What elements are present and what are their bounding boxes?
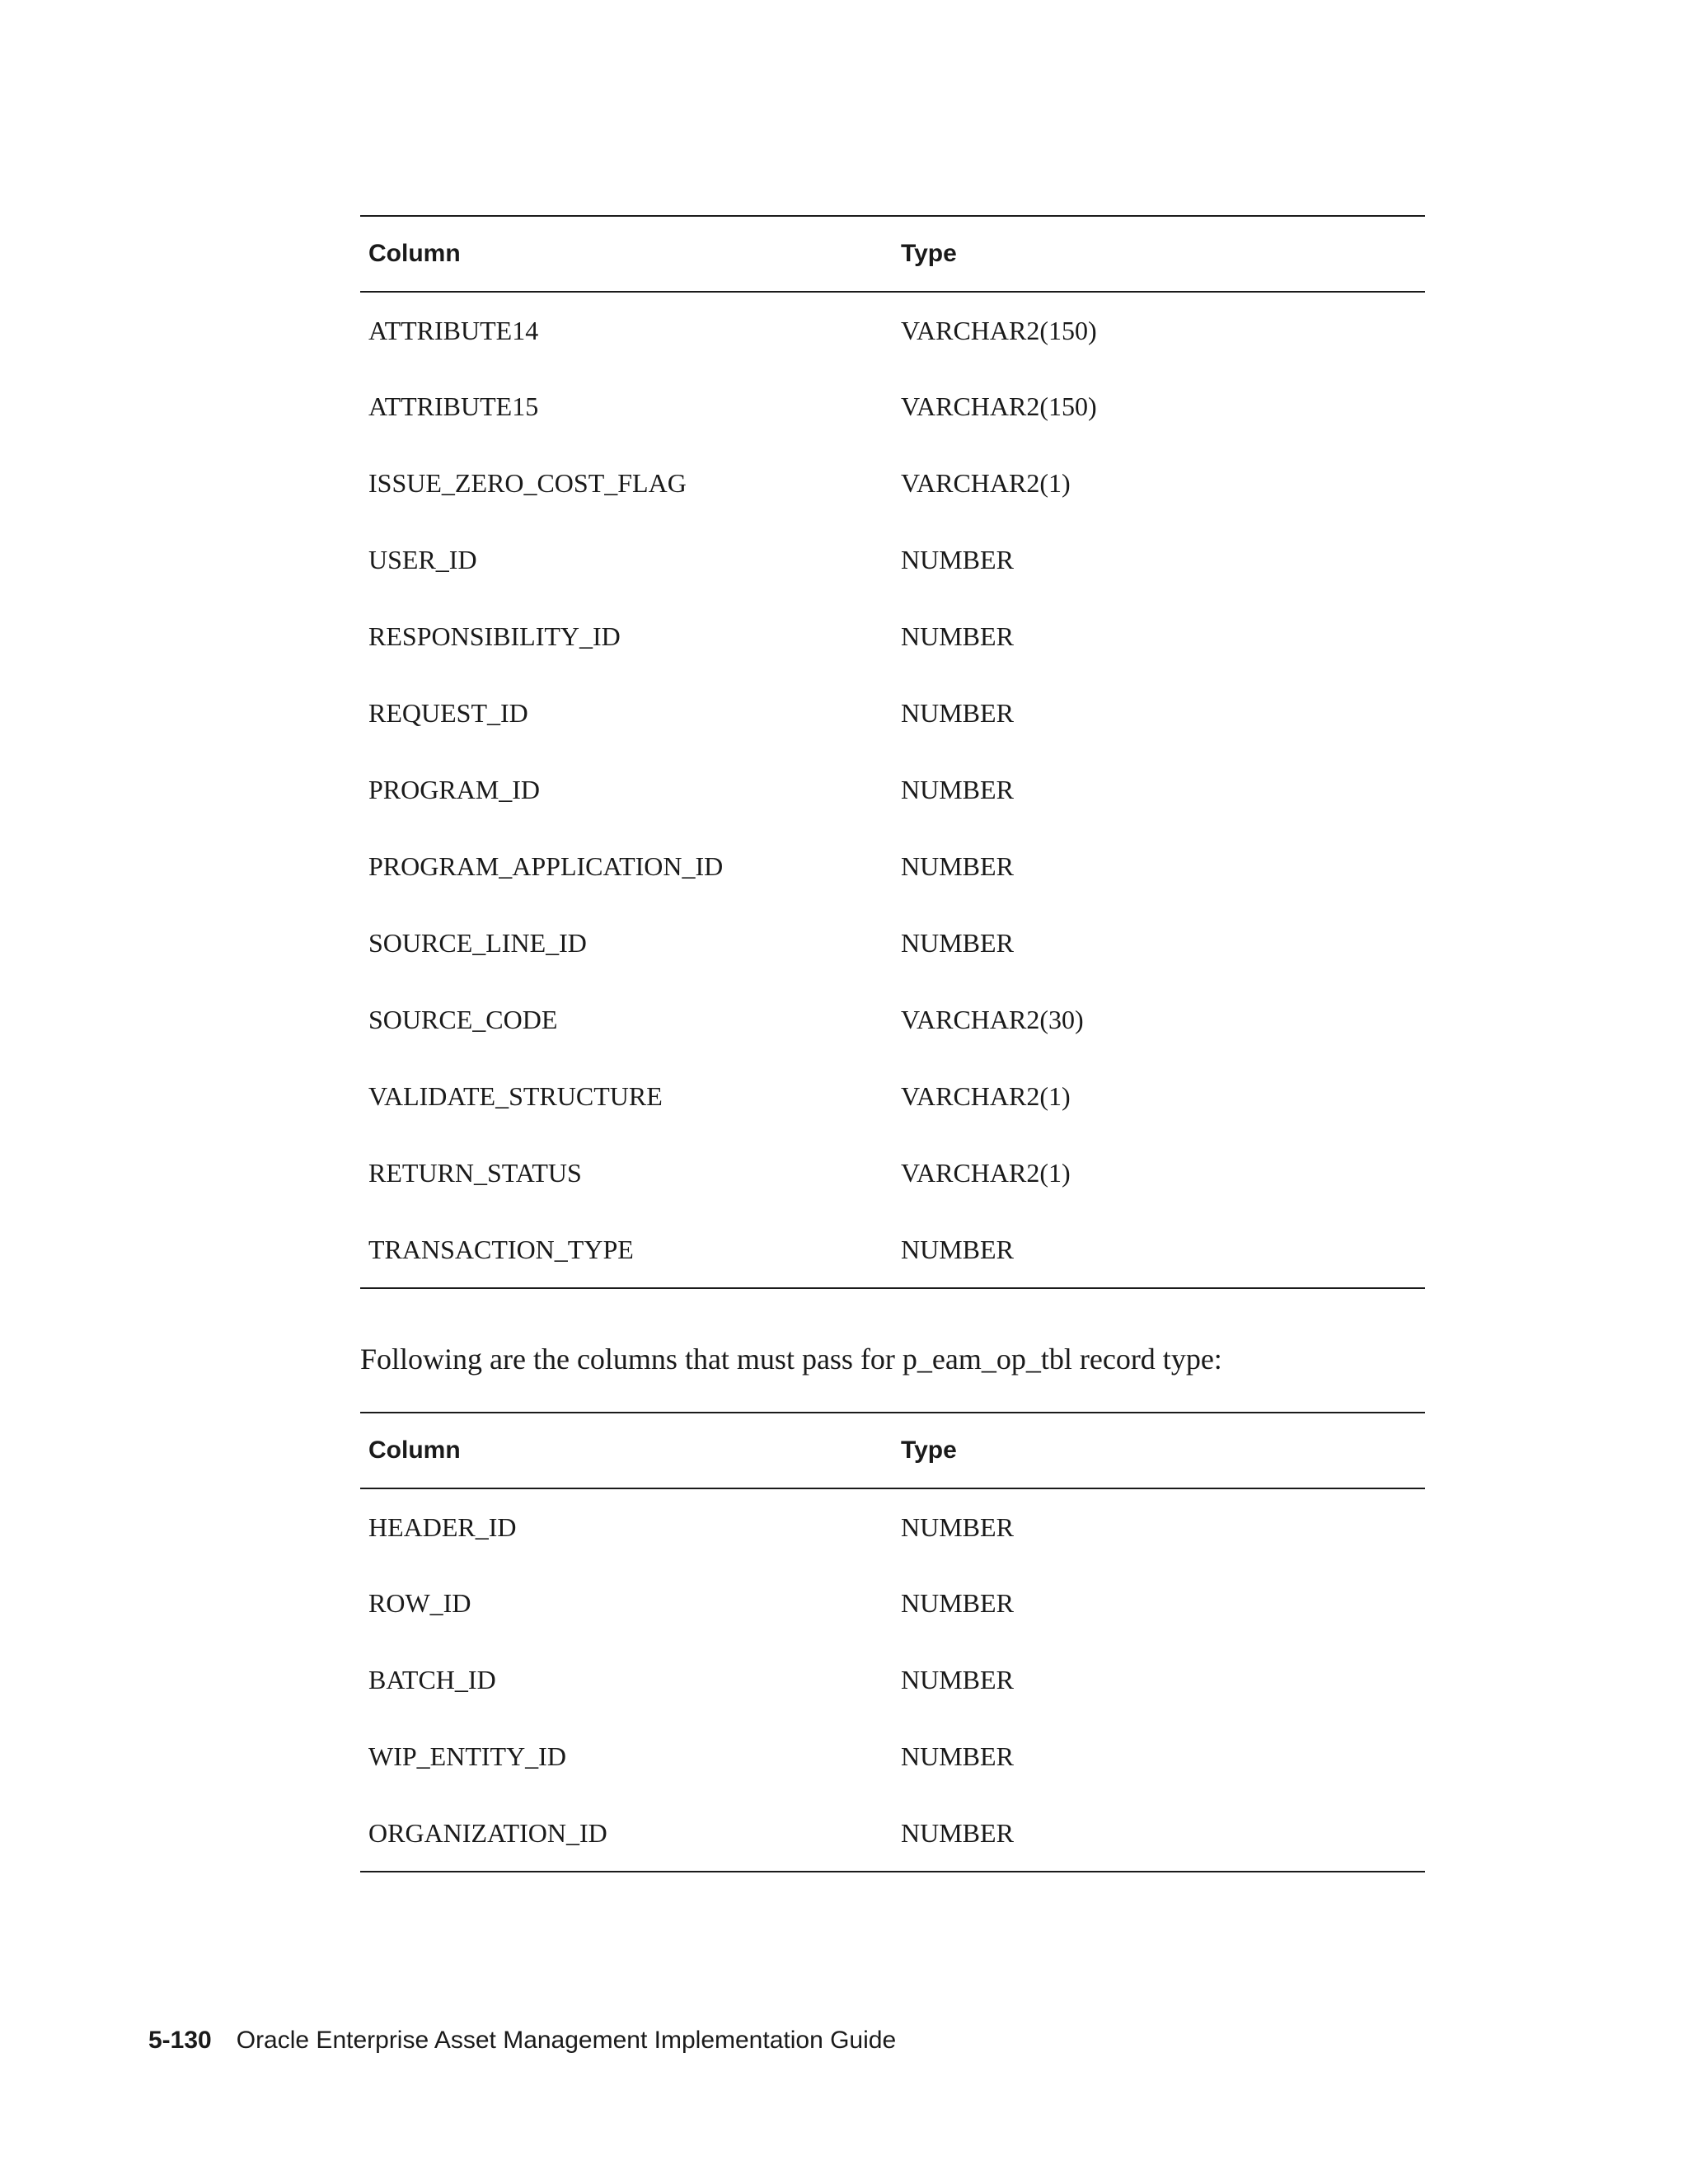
table-row bbox=[360, 598, 1425, 675]
type-cell: NUMBER bbox=[901, 1511, 1014, 1542]
table-row bbox=[360, 1212, 1425, 1288]
table-row bbox=[360, 1488, 1425, 1565]
type-cell: NUMBER bbox=[901, 698, 1014, 728]
table-row bbox=[360, 1718, 1425, 1795]
table-row bbox=[360, 828, 1425, 905]
column-name-cell: VALIDATE_STRUCTURE bbox=[368, 1081, 663, 1111]
table-row bbox=[360, 292, 1425, 368]
type-cell: NUMBER bbox=[893, 1795, 1425, 1872]
table-row bbox=[360, 1135, 1425, 1212]
column-name-cell: REQUEST_ID bbox=[368, 698, 528, 728]
type-cell: VARCHAR2(1) bbox=[901, 1158, 1071, 1188]
type-cell: NUMBER bbox=[901, 1665, 1014, 1694]
columns-table-2 bbox=[360, 1412, 1425, 1872]
columns-table-1 bbox=[360, 215, 1425, 1289]
type-cell: NUMBER bbox=[901, 928, 1014, 958]
type-cell: VARCHAR2(150) bbox=[901, 391, 1097, 421]
column-name-cell: ISSUE_ZERO_COST_FLAG bbox=[368, 468, 687, 498]
column-name-cell: PROGRAM_APPLICATION_ID bbox=[368, 851, 724, 881]
type-header: Type bbox=[893, 216, 1425, 292]
book-title: Oracle Enterprise Asset Management Implementation Guide bbox=[236, 2027, 897, 2054]
type-cell: NUMBER bbox=[901, 775, 1014, 804]
column-name-cell: TRANSACTION_TYPE bbox=[360, 1212, 893, 1288]
column-name-cell: SOURCE_LINE_ID bbox=[368, 928, 587, 958]
type-cell: VARCHAR2(1) bbox=[901, 1081, 1071, 1111]
column-name-cell: PROGRAM_ID bbox=[368, 775, 541, 804]
table-row bbox=[360, 1795, 1425, 1872]
column-header: Column bbox=[360, 216, 893, 292]
column-header: Column bbox=[360, 1413, 893, 1488]
table-row bbox=[360, 1642, 1425, 1718]
type-cell: NUMBER bbox=[901, 1741, 1014, 1771]
column-name-cell: SOURCE_CODE bbox=[368, 1005, 558, 1034]
type-cell: NUMBER bbox=[901, 1588, 1014, 1618]
table-row bbox=[360, 982, 1425, 1058]
type-header: Type bbox=[893, 1413, 1425, 1488]
type-cell: VARCHAR2(1) bbox=[901, 468, 1071, 498]
column-name-cell: USER_ID bbox=[368, 545, 477, 574]
page-footer bbox=[148, 2024, 896, 2057]
column-name-cell: ATTRIBUTE15 bbox=[368, 391, 539, 421]
column-name-cell: RESPONSIBILITY_ID bbox=[368, 621, 621, 651]
table-row bbox=[360, 1058, 1425, 1135]
type-cell: VARCHAR2(150) bbox=[901, 315, 1097, 345]
page-number: 5-130 bbox=[148, 2027, 212, 2054]
type-cell: NUMBER bbox=[901, 545, 1014, 574]
column-name-cell: WIP_ENTITY_ID bbox=[368, 1741, 566, 1771]
type-cell: VARCHAR2(30) bbox=[901, 1005, 1084, 1034]
table-row bbox=[360, 905, 1425, 982]
table-row bbox=[360, 675, 1425, 752]
column-name-cell: BATCH_ID bbox=[368, 1665, 496, 1694]
table-row bbox=[360, 522, 1425, 598]
intro-paragraph: Following are the columns that must pass for p_eam_op_tbl record type: bbox=[360, 1343, 1222, 1376]
type-cell: NUMBER bbox=[893, 1212, 1425, 1288]
table-row bbox=[360, 445, 1425, 522]
table-row bbox=[360, 1565, 1425, 1642]
table-body bbox=[360, 1488, 1425, 1872]
type-cell: NUMBER bbox=[901, 851, 1014, 881]
column-name-cell: ORGANIZATION_ID bbox=[360, 1795, 893, 1872]
table-header-row bbox=[360, 1413, 1425, 1488]
type-cell: NUMBER bbox=[901, 621, 1014, 651]
table-body bbox=[360, 292, 1425, 1288]
table-row bbox=[360, 752, 1425, 828]
table-row bbox=[360, 368, 1425, 445]
column-name-cell: ROW_ID bbox=[368, 1588, 471, 1618]
table-header-row bbox=[360, 216, 1425, 292]
column-name-cell: RETURN_STATUS bbox=[368, 1158, 582, 1188]
column-name-cell: ATTRIBUTE14 bbox=[368, 315, 539, 345]
column-name-cell: HEADER_ID bbox=[368, 1511, 517, 1542]
